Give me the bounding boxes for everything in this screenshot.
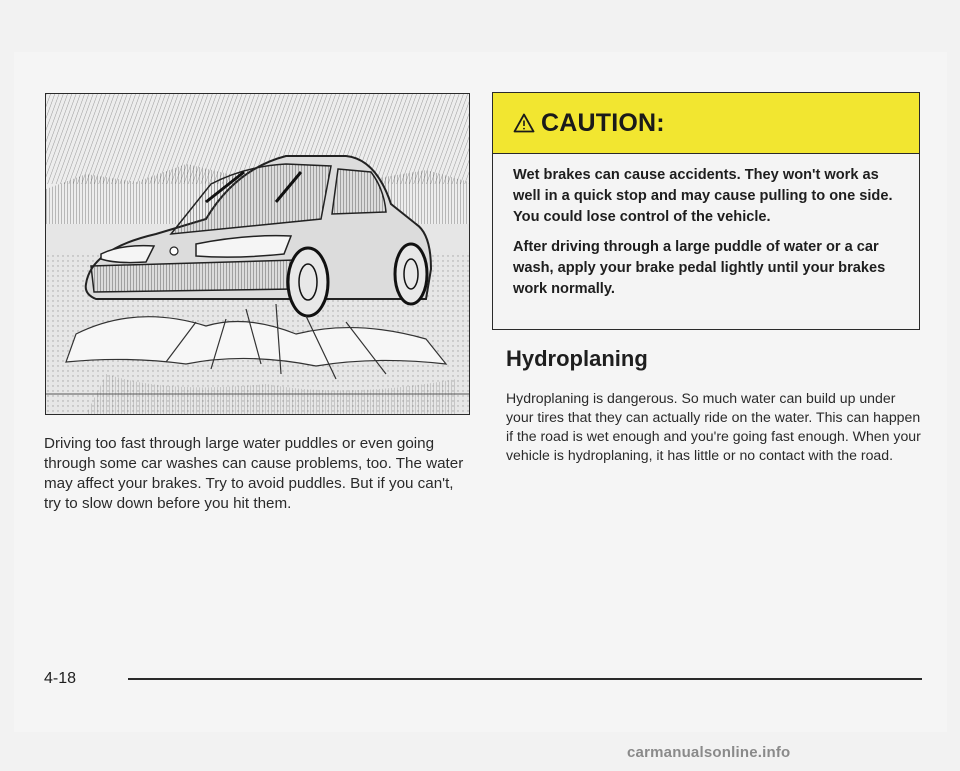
caution-title: CAUTION: (541, 108, 665, 137)
car-illustration-drawing (46, 94, 469, 414)
page-number: 4-18 (44, 670, 77, 687)
warning-triangle-icon (513, 113, 535, 133)
caution-paragraph: Wet brakes can cause accidents. They won't work as well in a quick stop and may cause pulling to one side. You could lose control of the vehicle. (513, 167, 893, 225)
footer-divider (128, 678, 922, 680)
caution-paragraph: After driving through a large puddle of water or a car wash, apply your brake pedal lightly until your brakes work normally. (513, 239, 886, 297)
hydroplaning-heading: Hydroplaning (506, 346, 648, 371)
caution-body (493, 154, 919, 300)
caution-header (493, 93, 919, 154)
hydroplaning-paragraph: Hydroplaning is dangerous. So much water can build up under your tires that they can actually ride on the water. This can happen if the road is wet enough and you're going fast enough. When your vehicle is hydroplaning, it has little or no contact with the road. (506, 390, 921, 463)
brakes-water-paragraph: Driving too fast through large water puddles or even going through some car washes can cause problems, too. The water may affect your brakes. Try to avoid puddles. But if you can't, try to slow down before you hit them. (44, 435, 464, 512)
watermark: carmanualsonline.info (627, 744, 791, 761)
car-splashing-illustration (45, 93, 470, 415)
caution-box (492, 92, 920, 330)
